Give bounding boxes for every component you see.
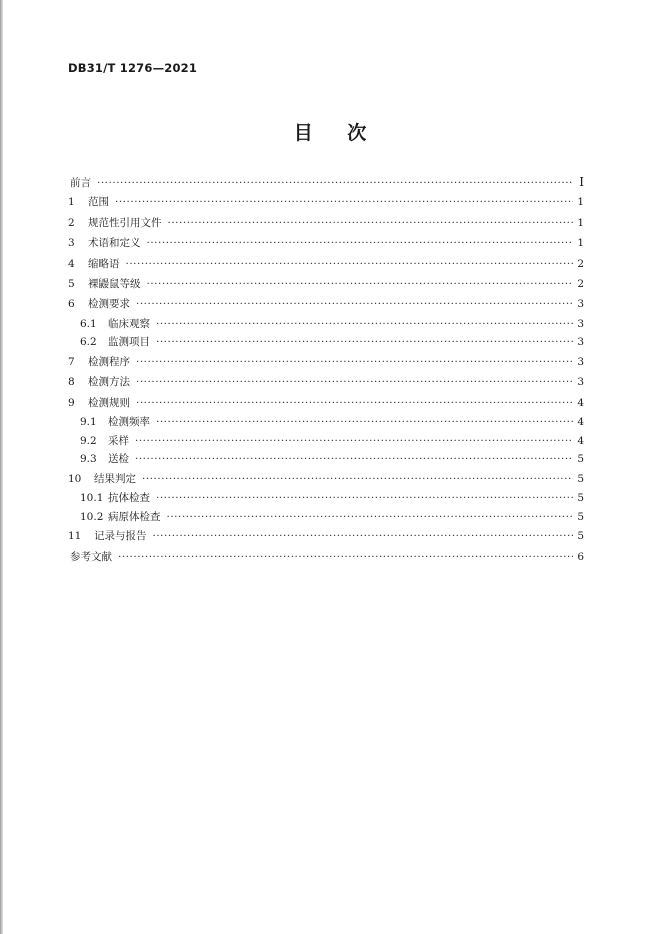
toc-entry[interactable] (68, 233, 584, 253)
toc-entry-label: 检测程序 (88, 355, 130, 368)
toc-entry-label: 检测要求 (88, 298, 130, 311)
dot-leader (147, 274, 574, 294)
toc-entry-label: 检测规则 (88, 396, 130, 409)
toc-entry[interactable] (68, 469, 584, 489)
toc-entry[interactable] (68, 508, 584, 527)
toc-entry-page-number: 4 (577, 396, 584, 409)
toc-entry[interactable] (68, 274, 584, 294)
toc-entry-number: 6 (68, 298, 75, 311)
toc-entry-page-number: 5 (577, 510, 584, 523)
toc-entry-page-number: 3 (577, 317, 584, 330)
toc-entry-page-number: 4 (577, 416, 584, 429)
document-code: DB31/T 1276—2021 (68, 61, 198, 75)
toc-entry-page-number: 6 (577, 550, 584, 563)
toc-entry-page-number: 2 (577, 257, 584, 270)
toc-entry-number: 2 (68, 216, 75, 229)
toc-entry-label: 结果判定 (94, 472, 136, 485)
toc-entry-number: 7 (68, 355, 75, 368)
toc-entry-label: 范围 (88, 196, 109, 209)
dot-leader (147, 233, 574, 253)
toc-entry[interactable] (68, 393, 584, 413)
toc-entry-page-number: 1 (577, 196, 584, 209)
toc-entry-page-number: I (579, 175, 584, 189)
toc-entry-number: 10.2 (80, 510, 104, 523)
toc-entry[interactable] (68, 413, 584, 432)
toc-entry-number: 9 (68, 396, 75, 409)
toc-entry[interactable] (68, 489, 584, 508)
toc-entry-page-number: 4 (577, 434, 584, 447)
toc-entry-number: 6.1 (80, 317, 97, 330)
toc-entry-label: 送检 (108, 453, 129, 466)
toc-entry-page-number: 1 (577, 216, 584, 229)
toc-entry-page-number: 1 (577, 237, 584, 250)
toc-entry-number: 6.2 (80, 336, 97, 349)
toc-entry[interactable] (68, 547, 584, 567)
toc-entry-number: 11 (68, 530, 82, 543)
toc-entry-page-number: 3 (577, 376, 584, 389)
toc-entry-number: 10.1 (80, 492, 104, 505)
dot-leader (142, 469, 573, 489)
toc-entry-number: 9.3 (80, 453, 97, 466)
toc-entry-page-number: 5 (577, 492, 584, 505)
toc-entry-number: 5 (68, 277, 75, 290)
dot-leader (168, 213, 574, 233)
toc-entry-page-number: 3 (577, 336, 584, 349)
dot-leader (97, 173, 573, 193)
toc-entry-number: 4 (68, 257, 75, 270)
toc-entry-page-number: 5 (577, 472, 584, 485)
toc-entry-label: 采样 (108, 434, 129, 447)
dot-leader (153, 526, 574, 546)
toc-entry[interactable] (68, 450, 584, 469)
toc-entry-number: 3 (68, 237, 75, 250)
toc-entry-number: 8 (68, 376, 75, 389)
dot-leader (118, 547, 573, 567)
dot-leader (136, 393, 573, 413)
toc-entry[interactable] (68, 352, 584, 372)
dot-leader (156, 413, 573, 432)
toc-entry-label: 检测方法 (88, 376, 130, 389)
table-of-contents (68, 172, 584, 567)
toc-entry-number: 9.2 (80, 434, 97, 447)
toc-entry-label: 临床观察 (108, 317, 150, 330)
toc-entry[interactable] (68, 526, 584, 546)
toc-entry-page-number: 5 (577, 530, 584, 543)
toc-entry-number: 9.1 (80, 416, 97, 429)
toc-entry-label: 术语和定义 (88, 237, 141, 250)
dot-leader (156, 489, 573, 508)
toc-entry-label: 缩略语 (88, 257, 120, 270)
toc-entry-label: 监测项目 (108, 336, 150, 349)
toc-entry-number: 1 (68, 196, 75, 209)
toc-entry[interactable] (68, 315, 584, 334)
dot-leader (126, 254, 574, 274)
dot-leader (136, 294, 573, 314)
dot-leader (167, 508, 574, 527)
dot-leader (115, 192, 573, 212)
toc-entry-label: 裸鼹鼠等级 (88, 277, 141, 290)
toc-entry[interactable] (68, 192, 584, 212)
dot-leader (135, 450, 573, 469)
toc-entry-label: 规范性引用文件 (88, 216, 162, 229)
toc-entry-label: 抗体检查 (108, 492, 150, 505)
toc-entry-page-number: 2 (577, 277, 584, 290)
toc-entry[interactable] (68, 254, 584, 274)
toc-entry-label: 前言 (70, 177, 91, 189)
page-title: 目 次 (293, 122, 367, 144)
toc-entry-number: 10 (68, 472, 82, 485)
toc-entry-page-number: 5 (577, 453, 584, 466)
toc-entry-page-number: 3 (577, 298, 584, 311)
dot-leader (156, 333, 573, 352)
toc-entry[interactable] (68, 333, 584, 352)
toc-entry-label: 参考文献 (70, 550, 112, 563)
toc-entry[interactable] (68, 372, 584, 392)
toc-entry-label: 病原体检查 (108, 510, 161, 523)
toc-entry-page-number: 3 (577, 355, 584, 368)
dot-leader (156, 315, 573, 334)
toc-entry[interactable] (68, 294, 584, 314)
toc-entry[interactable] (68, 213, 584, 233)
toc-entry-label: 检测频率 (108, 416, 150, 429)
toc-entry-label: 记录与报告 (94, 530, 147, 543)
dot-leader (135, 432, 573, 451)
dot-leader (136, 372, 573, 392)
toc-entry[interactable] (68, 432, 584, 451)
dot-leader (136, 352, 573, 372)
toc-entry[interactable] (68, 172, 584, 192)
